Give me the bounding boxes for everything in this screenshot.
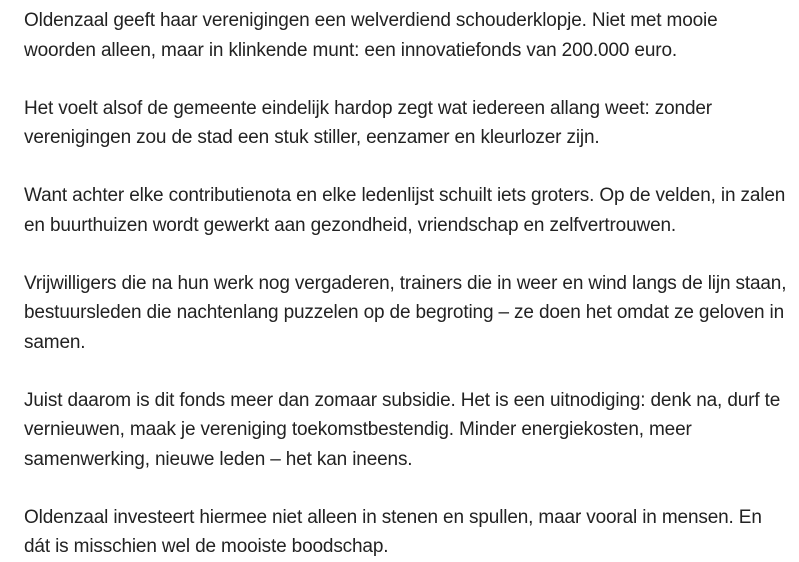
- paragraph-volunteers: Vrijwilligers die na hun werk nog vergaderen, trainers die in weer en wind langs de lijn staan, bestuursleden die nachtenlang puzzelen op de begroting – ze doen het omdat ze geloven in samen.: [24, 272, 787, 353]
- paragraph-fund: Juist daarom is dit fonds meer dan zomaar subsidie. Het is een uitnodiging: denk na, durf te vernieuwen, maak je vereniging toekomstbestendig. Minder energiekosten, meer samenwerking, nieuwe leden – het kan ineens.: [24, 389, 781, 470]
- paragraph-municipality: Het voelt alsof de gemeente eindelijk hardop zegt wat iedereen allang weet: zonder verenigingen zou de stad een stuk stiller, eenzamer en kleurlozer zijn.: [24, 97, 712, 148]
- paragraph-conclusion: Oldenzaal investeert hiermee niet alleen in stenen en spullen, maar vooral in mensen. En dát is misschien wel de mooiste boodschap.: [24, 506, 762, 557]
- article-body: [24, 6, 792, 562]
- paragraph-contribution: Want achter elke contributienota en elke ledenlijst schuilt iets groters. Op de velden, in zalen en buurthuizen wordt gewerkt aan gezondheid, vriendschap en zelfvertrouwen.: [24, 185, 786, 236]
- paragraph-intro: Oldenzaal geeft haar verenigingen een welverdiend schouderklopje. Niet met mooie woorden alleen, maar in klinkende munt: een innovatiefonds van 200.000 euro.: [24, 10, 718, 61]
